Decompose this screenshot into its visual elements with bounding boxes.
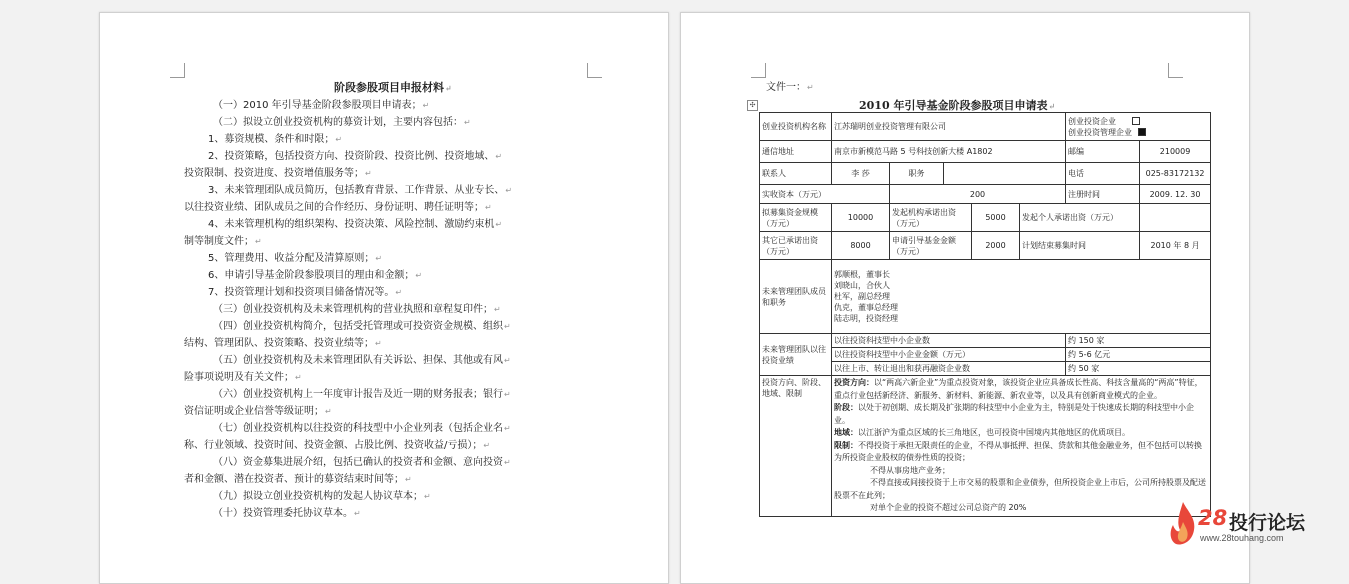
paragraph-line: 4、未来管理机构的组织架构、投资决策、风险控制、激励约束机↵	[208, 219, 503, 230]
other-commit-value[interactable]: 8000	[832, 232, 890, 260]
planned-end-value[interactable]: 2010 年 8 月	[1140, 232, 1211, 260]
team-members-cell[interactable]	[832, 260, 1211, 334]
org-name-value[interactable]: 江苏瑞明创业投资管理有限公司	[832, 113, 1066, 141]
paragraph-line: 称、行业领域、投资时间、投资金额、占股比例、投资收益/亏损）；↵	[184, 440, 491, 451]
contact-value[interactable]: 李 莎	[832, 163, 890, 185]
direction-cell[interactable]	[832, 376, 1211, 517]
checkbox-empty-icon[interactable]	[1132, 117, 1140, 125]
watermark-name: 投行论坛	[1229, 512, 1306, 534]
region-text: 以江浙沪为重点区域的长三角地区，也可投资中国境内其他地区的优质项目。	[858, 428, 1130, 437]
reg-date-value[interactable]: 2009. 12. 30	[1140, 185, 1211, 204]
org-type-enterprise-label: 创业投资企业	[1068, 116, 1117, 126]
history-item: 以往投资科技型中小企业金额（万元）	[832, 348, 1066, 362]
page-title: 阶段参股项目申报材料↵	[334, 81, 452, 94]
team-member: 仇克，董事总经理	[834, 303, 898, 312]
paragraph-line: 5、管理费用、收益分配及清算原则；↵	[208, 253, 383, 264]
planned-size-label: 拟募集资金规模（万元）	[760, 204, 832, 232]
paragraph-line: 1、募资规模、条件和时限；↵	[208, 134, 343, 145]
stage-text: 以处于初创期、成长期及扩张期的科技型中小企业为主，特别是处于快速成长期的科技型中小企业。	[834, 403, 1194, 425]
team-label: 未来管理团队成员和职务	[760, 260, 832, 334]
watermark-logo	[1168, 498, 1348, 558]
paid-capital-label: 实收资本（万元）	[760, 185, 890, 204]
table-row	[760, 113, 1211, 141]
paragraph-line: （二）拟设立创业投资机构的募资计划，主要内容包括：↵	[213, 117, 471, 128]
table-move-handle-icon[interactable]: ✣	[747, 100, 758, 111]
paragraph-line: 2、投资策略，包括投资方向、投资阶段、投资比例、投资地域、↵	[208, 151, 503, 162]
fund-apply-value[interactable]: 2000	[972, 232, 1020, 260]
paragraph-line: 结构、管理团队、投资策略、投资业绩等；↵	[184, 338, 382, 349]
org-type-cell	[1066, 113, 1211, 141]
team-member: 郭顺根，董事长	[834, 270, 890, 279]
paragraph-line: 7、投资管理计划和投资项目储备情况等。↵	[208, 287, 403, 298]
paragraph-line: （四）创业投资机构简介，包括受托管理或可投资资金规模、组织↵	[213, 321, 511, 332]
org-name-label: 创业投资机构名称	[760, 113, 832, 141]
paragraph-line: （九）拟设立创业投资机构的发起人协议草本；↵	[213, 491, 431, 502]
history-label: 未来管理团队以往投资业绩	[760, 334, 832, 376]
table-row	[760, 141, 1211, 163]
watermark-number: 28	[1198, 506, 1228, 530]
position-value[interactable]	[944, 163, 1066, 185]
team-member: 陆志明，投资经理	[834, 314, 898, 323]
planned-size-value[interactable]: 10000	[832, 204, 890, 232]
address-label: 通信地址	[760, 141, 832, 163]
checkbox-checked-icon[interactable]	[1138, 128, 1146, 136]
org-type-management-label: 创业投资管理企业	[1068, 127, 1133, 137]
watermark-url: www.28touhang.com	[1200, 533, 1284, 543]
individual-commit-value[interactable]	[1140, 204, 1211, 232]
reg-date-label: 注册时间	[1066, 185, 1140, 204]
org-commit-value[interactable]: 5000	[972, 204, 1020, 232]
document-page-left	[99, 12, 669, 584]
table-row	[760, 376, 1211, 517]
history-item: 以往投资科技型中小企业数	[832, 334, 1066, 348]
stage-heading: 阶段：	[834, 403, 858, 412]
document-page-right	[680, 12, 1250, 584]
paragraph-line: （八）资金募集进展介绍，包括已确认的投资者和金额、意向投资↵	[213, 457, 511, 468]
limit-item: 对单个企业的投资不超过公司总资产的 20%	[870, 503, 1027, 512]
direction-text: 以“两高六新企业”为重点投资对象，该投资企业应具备成长性高、科技含量高的“两高”特征，重点行业包括新经济、新服务、新材料、新能源、新农业等，以及具有创新商业模式的企业。	[834, 378, 1203, 400]
table-title: 2010 年引导基金阶段参股项目申请表↵	[859, 99, 1056, 112]
limit-item: 不得直接或间接投资于上市交易的股票和企业债券，但所投资企业上市后，公司所持股票及配送股票不在此列；	[834, 478, 1206, 500]
limit-text: 不得投资于承担无限责任的企业，不得从事抵押、担保、贷款和其他金融业务，但不包括可以转换为所投资企业股权的债券性质的投资；	[834, 440, 1202, 462]
team-member: 杜军，副总经理	[834, 292, 890, 301]
table-row	[760, 185, 1211, 204]
crop-mark	[587, 63, 602, 78]
paragraph-line: （六）创业投资机构上一年度审计报告及近一期的财务报表；银行↵	[213, 389, 511, 400]
team-member: 刘晓山，合伙人	[834, 281, 890, 290]
flame-icon	[1168, 500, 1198, 548]
paragraph-line: （七）创业投资机构以往投资的科技型中小企业列表（包括企业名↵	[213, 423, 511, 434]
application-table	[759, 112, 1211, 517]
direction-heading: 投资方向：	[834, 378, 874, 387]
contact-label: 联系人	[760, 163, 832, 185]
paragraph-line: 制等制度文件；↵	[184, 236, 262, 247]
table-row	[760, 232, 1211, 260]
paragraph-line: 投资限制、投资进度、投资增值服务等；↵	[184, 168, 372, 179]
postcode-value[interactable]: 210009	[1140, 141, 1211, 163]
limit-heading: 限制：	[834, 440, 858, 450]
paragraph-line: （一）2010 年引导基金阶段参股项目申请表；↵	[213, 100, 430, 111]
paragraph-line: （五）创业投资机构及未来管理团队有关诉讼、担保、其他或有风↵	[213, 355, 511, 366]
paragraph-line: （十）投资管理委托协议草本。↵	[213, 508, 361, 519]
history-item: 以往上市、转让退出和获再融资企业数	[832, 362, 1066, 376]
paragraph-line: 以往投资业绩、团队成员之间的合作经历、身份证明、聘任证明等；↵	[184, 202, 492, 213]
table-row	[760, 260, 1211, 334]
planned-end-label: 计划结束募集时间	[1020, 232, 1140, 260]
table-row	[760, 204, 1211, 232]
position-label: 职务	[890, 163, 944, 185]
direction-label: 投资方向、阶段、地域、限制	[760, 376, 832, 517]
history-value[interactable]: 约 50 家	[1066, 362, 1211, 376]
table-row	[760, 163, 1211, 185]
fund-apply-label: 申请引导基金金额（万元）	[890, 232, 972, 260]
other-commit-label: 其它已承诺出资（万元）	[760, 232, 832, 260]
region-heading: 地域：	[834, 428, 858, 437]
file-label: 文件一：↵	[766, 82, 814, 93]
crop-mark	[751, 63, 766, 78]
history-value[interactable]: 约 5-6 亿元	[1066, 348, 1211, 362]
crop-mark	[1168, 63, 1183, 78]
limit-item: 不得从事房地产业务；	[870, 465, 950, 475]
phone-value[interactable]: 025-83172132	[1140, 163, 1211, 185]
crop-mark	[170, 63, 185, 78]
paragraph-line: 资信证明或企业信誉等级证明；↵	[184, 406, 332, 417]
history-value[interactable]: 约 150 家	[1066, 334, 1211, 348]
phone-label: 电话	[1066, 163, 1140, 185]
paid-capital-value[interactable]: 200	[890, 185, 1066, 204]
postcode-label: 邮编	[1066, 141, 1140, 163]
paragraph-line: （三）创业投资机构及未来管理机构的营业执照和章程复印件；↵	[213, 304, 501, 315]
paragraph-line: 者和金额、潜在投资者、预计的募资结束时间等；↵	[184, 474, 412, 485]
address-value[interactable]: 南京市新模范马路 5 号科技创新大楼 A1802	[832, 141, 1066, 163]
paragraph-line: 6、申请引导基金阶段参股项目的理由和金额；↵	[208, 270, 423, 281]
table-row	[760, 334, 1211, 348]
org-commit-label: 发起机构承诺出资（万元）	[890, 204, 972, 232]
paragraph-line: 3、未来管理团队成员简历，包括教育背景、工作背景、从业专长、↵	[208, 185, 513, 196]
individual-commit-label: 发起个人承诺出资（万元）	[1020, 204, 1140, 232]
paragraph-line: 险事项说明及有关文件；↵	[184, 372, 302, 383]
